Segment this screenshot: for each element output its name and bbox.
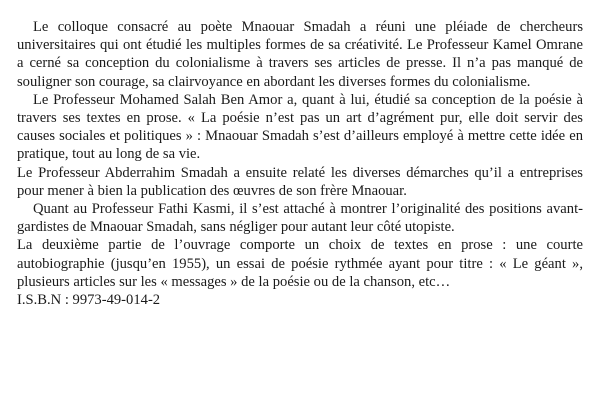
paragraph-ben-amor: Le Professeur Mohamed Salah Ben Amor a, quant à lui, étudié sa conception de la poésie à travers ses textes en prose. « La poésie n’est pas un art d’agrément pur, elle doit servir des causes sociales et politiques » : Mnaouar Smadah s’est d’ailleurs employé à mettre cette idée en pratique, tout au long de sa vie.: [17, 91, 583, 163]
paragraph-second-part: La deuxième partie de l’ouvrage comporte un choix de textes en prose : une courte autobiographie (jusqu’en 1955), un essai de poésie rythmée ayant pour titre : « Le géant », plusieurs articles sur les « messages » de la poésie ou de la chanson, etc…: [17, 237, 583, 290]
isbn-line: I.S.B.N : 9973-49-014-2: [17, 292, 161, 309]
paragraph-fathi-kasmi: Quant au Professeur Fathi Kasmi, il s’est attaché à montrer l’originalité des positions avant-gardistes de Mnaouar Smadah, sans négliger pour autant leur côté utopiste.: [17, 201, 583, 236]
paragraph-abderrahim-smadah: Le Professeur Abderrahim Smadah a ensuite relaté les diverses démarches qu’il a entreprises pour mener à bien la publication des œuvres de son frère Mnaouar.: [17, 164, 583, 199]
paragraph-colloque-intro: Le colloque consacré au poète Mnaouar Smadah a réuni une pléiade de chercheurs universitaires qui ont étudié les multiples formes de sa créativité. Le Professeur Kamel Omrane a cerné sa conception du colonialisme à travers ses articles de presse. Il n’a pas manqué de souligner son courage, sa clairvoyance en abordant les diverses formes du colonialisme.: [17, 19, 583, 90]
